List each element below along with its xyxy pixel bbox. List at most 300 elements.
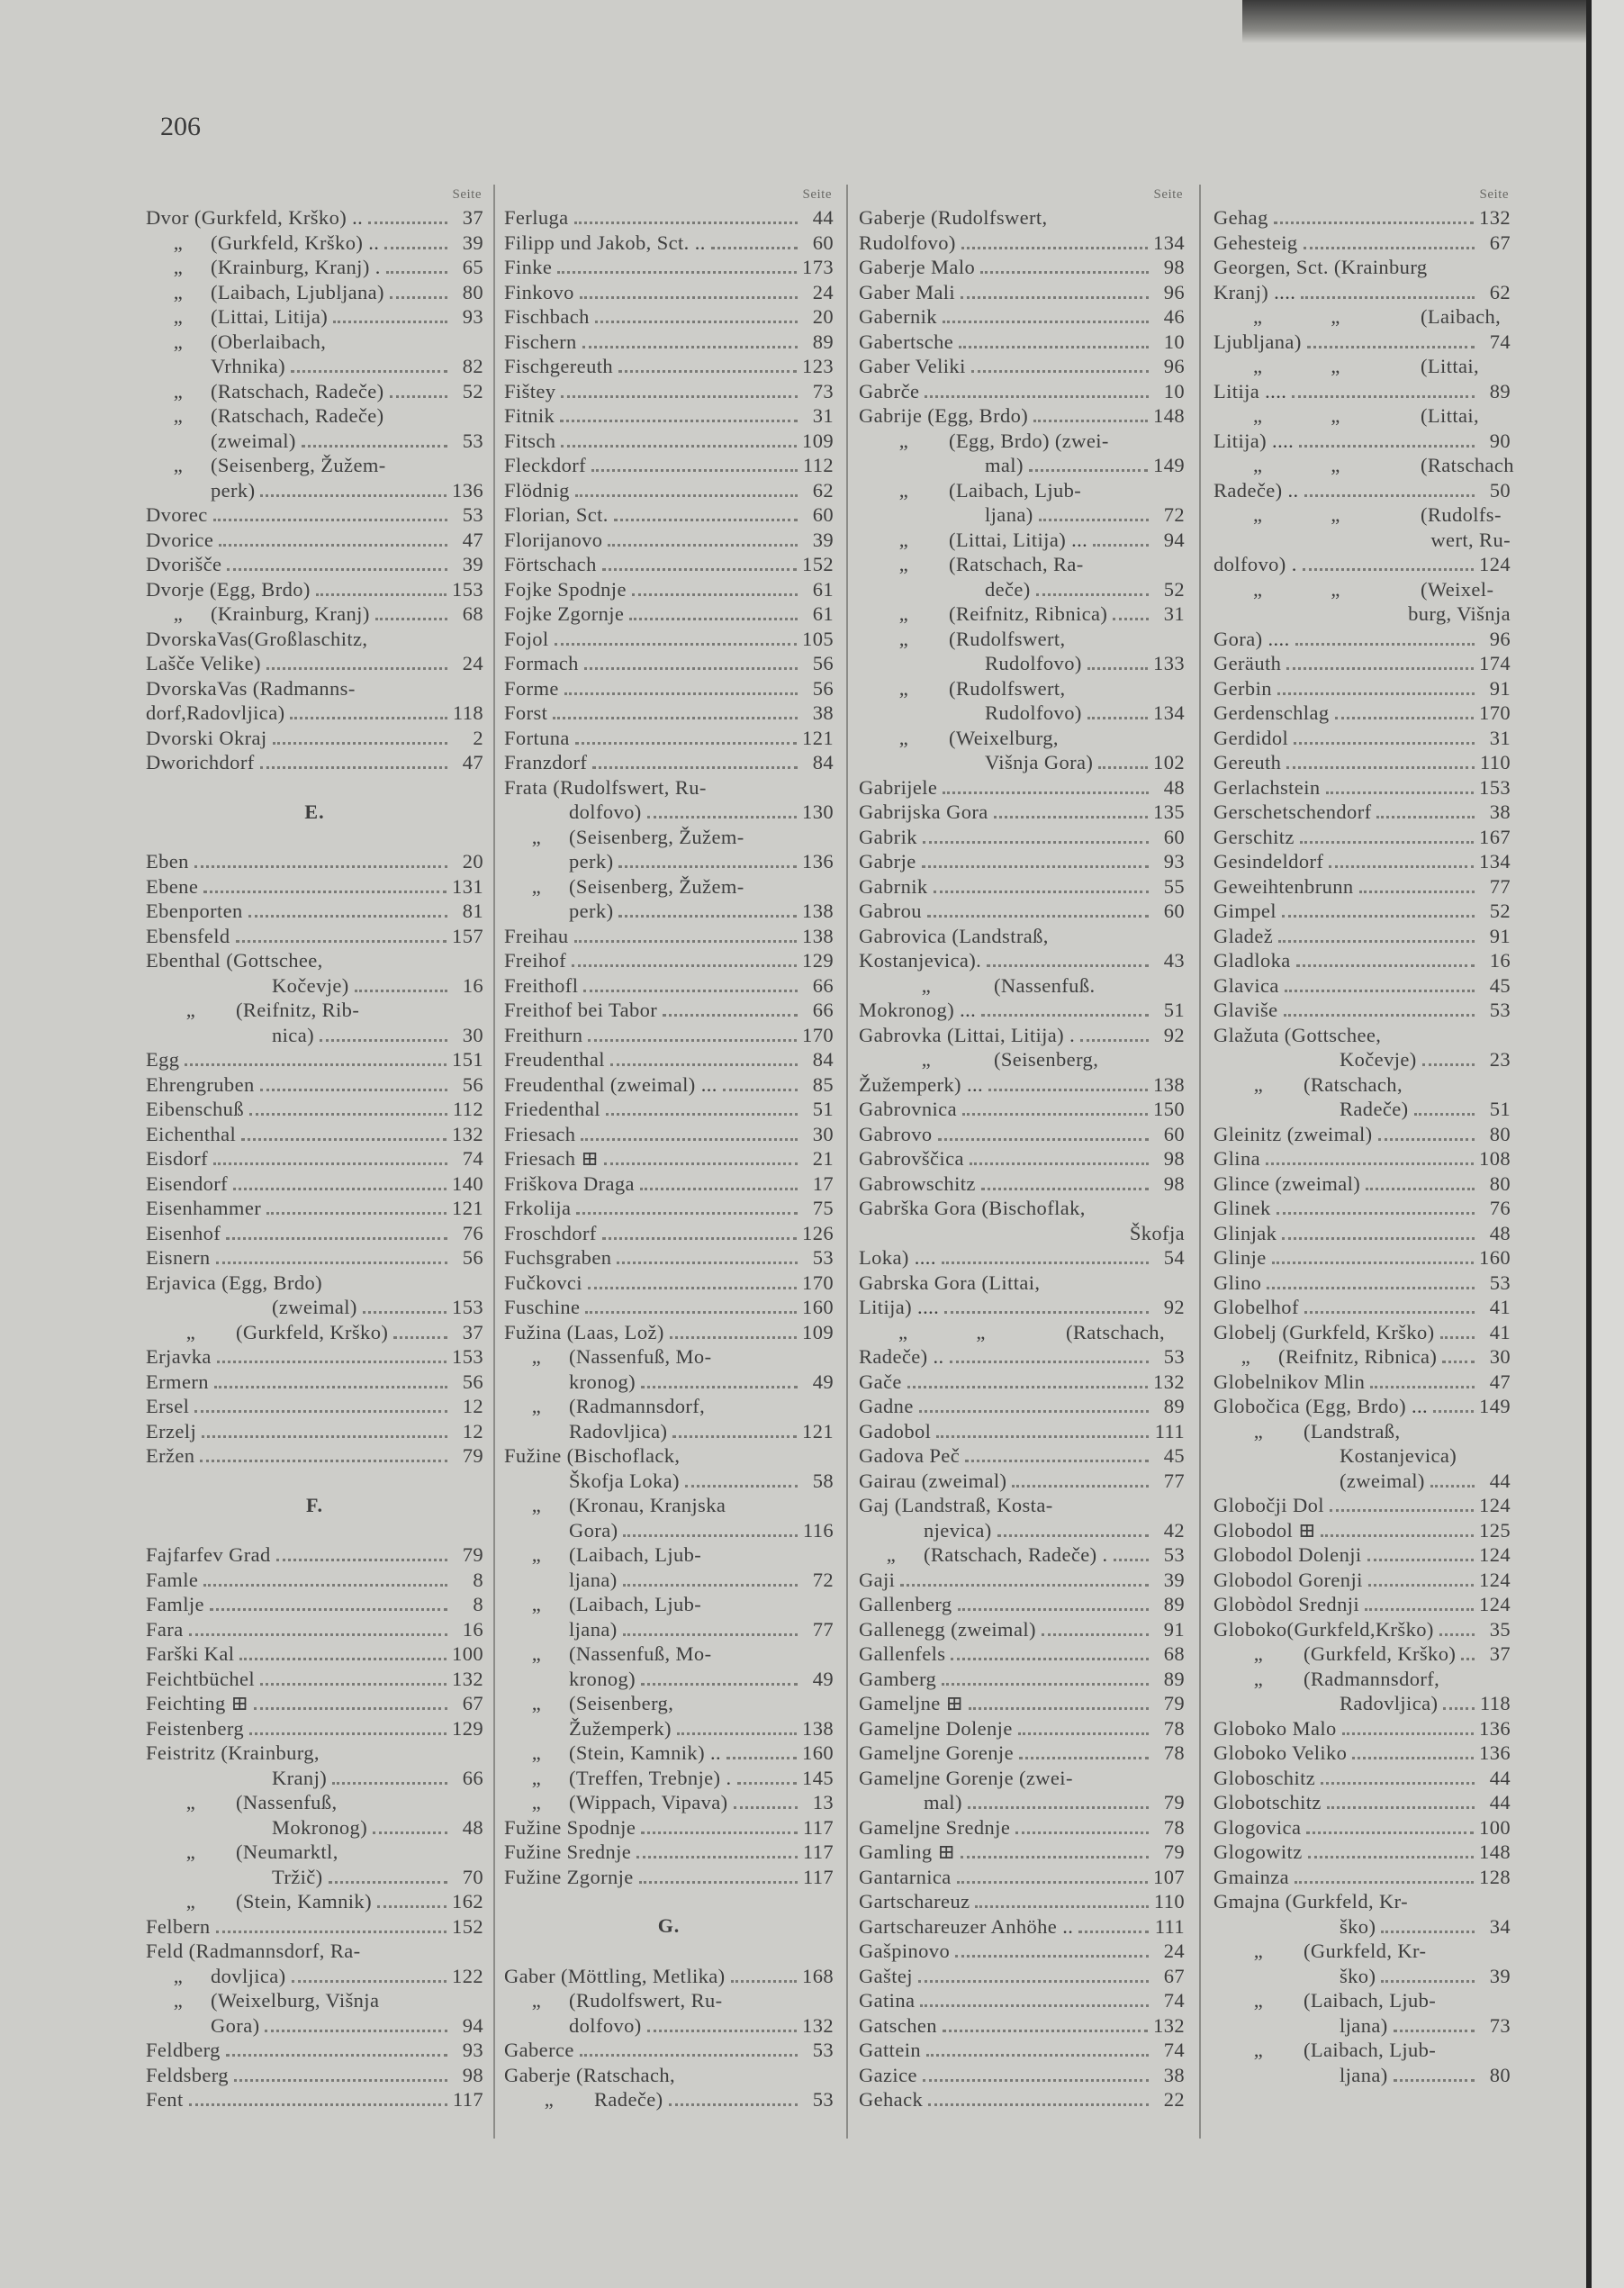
index-entry <box>146 1691 483 1716</box>
place-name: Gereuth <box>1213 751 1282 773</box>
place-name: Freudenthal (zweimal) ... <box>504 1072 717 1096</box>
place-name: Globodol Gorenji <box>1213 1568 1363 1591</box>
page-reference: 75 <box>812 1197 834 1219</box>
page-reference: 55 <box>1163 874 1185 898</box>
ditto-mark: „ <box>1253 1642 1264 1665</box>
dot-leader <box>333 321 447 323</box>
dot-leader <box>1439 1633 1475 1636</box>
place-name: Geweihtenbrunn <box>1213 874 1354 898</box>
place-name: Globoko(Gurkfeld,Krško) <box>1213 1617 1434 1641</box>
page-reference: 31 <box>812 404 834 427</box>
place-name: Forme <box>504 676 559 700</box>
dot-leader <box>377 1905 447 1908</box>
column-divider <box>493 185 495 2139</box>
place-name: Gameljne Srednje <box>859 1815 1011 1839</box>
place-name: Franzdorf <box>504 751 588 773</box>
place-name: Glince (zweimal) <box>1213 1171 1361 1195</box>
index-entry <box>859 255 1185 280</box>
page-reference: 44 <box>1489 1766 1511 1789</box>
page-reference: 30 <box>1489 1345 1511 1368</box>
place-name: Fužine (Bischoflack, <box>504 1444 681 1467</box>
page-reference: 150 <box>1153 1098 1185 1120</box>
ditto-mark: „ <box>531 1692 542 1714</box>
dot-leader <box>1039 519 1149 521</box>
index-entry <box>859 1171 1185 1197</box>
place-name: (Neumarktl, <box>236 1840 338 1863</box>
place-name: Famlje <box>146 1593 204 1615</box>
index-entry <box>146 1568 483 1593</box>
dot-leader <box>557 271 797 274</box>
place-name: Gehesteig <box>1213 231 1298 254</box>
index-entry <box>859 1568 1185 1593</box>
seite-header: Seite <box>452 187 482 202</box>
index-entry <box>859 453 1185 478</box>
place-name: (Landstraß, <box>1304 1419 1401 1442</box>
place-name: Dvorec <box>146 503 208 526</box>
dot-leader <box>1033 420 1148 422</box>
place-name: Radovljica) <box>569 1419 668 1442</box>
page-reference: 94 <box>462 2013 483 2037</box>
index-entry <box>504 1245 834 1271</box>
index-entry <box>504 255 834 280</box>
dot-leader <box>623 1584 798 1587</box>
index-entry <box>146 1741 483 1766</box>
page-reference: 21 <box>812 1147 834 1170</box>
page-reference: 74 <box>1489 330 1511 353</box>
index-entry <box>1213 1047 1511 1072</box>
page-reference: 121 <box>452 1197 483 1219</box>
column-divider <box>1199 185 1201 2139</box>
index-entry <box>504 1592 834 1617</box>
dot-leader <box>987 964 1149 967</box>
dot-leader <box>614 519 798 521</box>
dot-leader <box>583 990 798 992</box>
index-column-4 <box>1213 184 1514 2087</box>
dot-leader <box>1015 1831 1149 1834</box>
page-reference: 84 <box>812 1048 834 1071</box>
page-reference: 132 <box>452 1122 483 1145</box>
page-reference: 117 <box>802 1815 834 1839</box>
place-name: Gerschitz <box>1213 825 1295 848</box>
ditto-mark: „ <box>173 454 184 476</box>
dot-leader <box>1093 544 1149 547</box>
dot-leader <box>1370 1386 1475 1388</box>
index-entry <box>504 1344 834 1370</box>
index-entry <box>859 800 1185 825</box>
place-name: Dvor (Gurkfeld, Krško) .. <box>146 206 364 229</box>
place-name: (Ratschach, <box>1066 1320 1165 1343</box>
index-entry <box>504 1221 834 1246</box>
index-entry <box>1213 1245 1511 1271</box>
place-name: (Ratschach, <box>1304 1072 1403 1096</box>
page-reference: 132 <box>452 1667 483 1690</box>
page-reference: 30 <box>812 1122 834 1145</box>
index-entry <box>504 775 834 800</box>
place-name: burg, Višnja <box>1408 602 1511 625</box>
index-entry <box>504 552 834 577</box>
dot-leader <box>226 2054 447 2057</box>
page-reference: 38 <box>812 701 834 724</box>
ditto-mark: „ <box>898 627 909 650</box>
page-reference: 53 <box>812 1246 834 1269</box>
index-entry <box>146 205 483 231</box>
place-name: Gaber (Möttling, Metlika) <box>504 1964 726 1987</box>
place-name: Gaberje (Rudolfswert, <box>859 206 1048 229</box>
page-reference: 67 <box>462 1692 483 1714</box>
index-entry <box>504 998 834 1023</box>
page-reference: 116 <box>802 1518 834 1542</box>
page-reference: 37 <box>1489 1642 1511 1665</box>
index-entry <box>146 1122 483 1147</box>
index-entry <box>504 231 834 256</box>
page-reference: 66 <box>462 1766 483 1789</box>
index-entry <box>504 1171 834 1197</box>
dot-leader <box>260 1683 447 1686</box>
ditto-mark: „ „ <box>1253 355 1340 377</box>
index-entry <box>859 1667 1185 1692</box>
page-reference: 56 <box>812 652 834 674</box>
place-name: kronog) <box>569 1667 636 1690</box>
page-reference: 45 <box>1163 1444 1185 1467</box>
dot-leader <box>234 2079 447 2082</box>
place-name: Gartschareuz <box>859 1890 970 1913</box>
dot-leader <box>1285 990 1475 992</box>
index-entry <box>504 1047 834 1072</box>
page-reference: 149 <box>1479 1395 1511 1417</box>
index-entry <box>504 1691 834 1716</box>
page-reference: 65 <box>462 256 483 278</box>
place-name: (Rudolfs- <box>1421 503 1502 526</box>
place-name: (Ratschach, Radeče) <box>211 379 384 402</box>
ditto-mark: „ <box>544 2088 555 2111</box>
place-name: Kranj) .... <box>1213 280 1296 303</box>
page-reference: 2 <box>473 726 483 749</box>
dot-leader <box>1321 1534 1474 1537</box>
index-entry <box>146 1939 483 1964</box>
place-name: Gmajna (Gurkfeld, Kr- <box>1213 1890 1408 1913</box>
place-name: Gabrška Gora (Bischoflak, <box>859 1197 1086 1219</box>
index-entry <box>504 330 834 355</box>
page-reference: 133 <box>1153 652 1185 674</box>
place-name: (Seisenberg, Žužem- <box>569 825 744 848</box>
ditto-mark: „ <box>173 1989 184 2012</box>
index-entry <box>146 676 483 701</box>
index-entry <box>504 676 834 701</box>
index-entry <box>859 924 1185 949</box>
page-reference: 53 <box>462 429 483 452</box>
page-reference: 16 <box>462 973 483 997</box>
index-entry <box>504 973 834 999</box>
place-name: Farški Kal <box>146 1642 235 1665</box>
index-entry <box>504 354 834 379</box>
index-entry <box>146 552 483 577</box>
ditto-mark: „ „ <box>1253 577 1340 601</box>
place-name: Gleinitz (zweimal) <box>1213 1122 1373 1145</box>
dot-leader <box>944 1311 1149 1314</box>
place-name: dorf,Radovljica) <box>146 701 285 724</box>
index-entry <box>146 1667 483 1692</box>
dot-leader <box>663 1014 798 1017</box>
place-name: (Oberlaibach, <box>211 330 327 353</box>
dot-leader <box>1442 1361 1475 1363</box>
place-name: Ebensfeld <box>146 924 230 947</box>
place-name: Litija .... <box>1213 379 1287 402</box>
place-name: Gameljne Gorenje <box>859 1741 1014 1764</box>
dot-leader <box>618 370 797 373</box>
page-reference: 117 <box>452 2088 483 2111</box>
dot-leader <box>943 2030 1148 2032</box>
page-reference: 117 <box>802 1840 834 1863</box>
page-reference: 34 <box>1489 1914 1511 1938</box>
index-entry <box>859 1840 1185 1865</box>
dot-leader <box>254 1707 447 1710</box>
index-entry <box>146 849 483 874</box>
ditto-mark: „ <box>1253 2039 1264 2061</box>
place-name: Gašpinovo <box>859 1940 951 1962</box>
index-entry <box>1213 1568 1511 1593</box>
page-reference: 149 <box>1153 454 1185 476</box>
index-entry <box>1213 453 1514 478</box>
place-name: Globotschitz <box>1213 1791 1322 1813</box>
place-name: Ljubljana) <box>1213 330 1302 353</box>
ditto-mark: „ <box>531 825 542 848</box>
place-name: Gora) <box>211 2013 260 2037</box>
ditto-mark: „ <box>898 726 909 749</box>
place-name: Glogowitz <box>1213 1840 1303 1863</box>
page-reference: 60 <box>812 503 834 526</box>
place-name: Freudenthal <box>504 1048 605 1071</box>
place-name: Glogovica <box>1213 1815 1302 1839</box>
index-entry <box>859 552 1185 577</box>
index-entry <box>504 1023 834 1048</box>
dot-leader <box>363 1311 447 1314</box>
index-entry <box>1213 973 1511 999</box>
place-name: Globodol ⊞ <box>1213 1518 1316 1542</box>
index-entry <box>504 1568 834 1593</box>
dot-leader <box>332 1782 447 1785</box>
index-entry <box>1213 825 1511 850</box>
page-reference: 130 <box>802 800 834 823</box>
index-entry <box>504 726 834 751</box>
place-name: Gameljne ⊞ <box>859 1692 963 1714</box>
index-entry <box>146 701 483 726</box>
dot-leader <box>216 1931 447 1933</box>
index-entry <box>146 304 483 330</box>
place-name: Feichtbüchel <box>146 1667 256 1690</box>
ditto-mark: „ <box>898 602 909 625</box>
index-entry <box>1213 1072 1511 1098</box>
index-entry <box>504 948 834 973</box>
page-reference: 48 <box>1489 1221 1511 1244</box>
index-entry <box>504 1370 834 1395</box>
index-entry <box>146 1790 483 1815</box>
index-entry <box>1213 1542 1511 1568</box>
index-entry <box>859 577 1185 602</box>
ditto-mark: „ <box>898 528 909 551</box>
index-entry <box>146 255 483 280</box>
index-entry <box>859 1097 1185 1122</box>
dot-leader <box>1433 1410 1474 1413</box>
dot-leader <box>210 1608 447 1611</box>
index-entry <box>146 577 483 602</box>
dot-leader <box>226 1237 447 1240</box>
page-reference: 128 <box>1479 1865 1511 1888</box>
page-reference: 79 <box>462 1543 483 1566</box>
page-reference: 77 <box>812 1617 834 1641</box>
index-entry <box>859 1914 1185 1940</box>
place-name: Litija) .... <box>859 1296 940 1318</box>
place-name: ljana) <box>1340 2013 1388 2037</box>
dot-leader <box>723 1089 798 1091</box>
place-name: Gaberce <box>504 2039 574 2061</box>
page-reference: 68 <box>462 602 483 625</box>
dot-leader <box>260 494 447 497</box>
page-reference: 91 <box>1489 676 1511 700</box>
place-name: Gaj (Landstraß, Kosta- <box>859 1494 1053 1516</box>
index-entry <box>504 1295 834 1320</box>
dot-leader <box>574 222 798 224</box>
index-entry <box>146 726 483 751</box>
place-name: Friedenthal <box>504 1098 600 1120</box>
dot-leader <box>1307 346 1475 348</box>
page-reference: 153 <box>452 577 483 601</box>
ditto-mark: „ <box>173 330 184 353</box>
place-name: ško) <box>1340 1914 1376 1938</box>
place-name: Rudolfovo) <box>859 231 956 254</box>
place-name: Globodol Dolenji <box>1213 1543 1362 1566</box>
page-reference: 12 <box>462 1395 483 1417</box>
dot-leader <box>384 247 447 249</box>
index-entry <box>859 1766 1185 1791</box>
dot-leader <box>1303 568 1474 571</box>
dot-leader <box>927 915 1149 918</box>
dot-leader <box>292 1980 447 1983</box>
dot-leader <box>1414 1113 1475 1116</box>
ditto-mark: „ <box>531 1989 542 2012</box>
place-name: Mokronog) <box>272 1815 368 1839</box>
place-name: Radovljica) <box>1340 1692 1439 1714</box>
page-reference: 41 <box>1489 1296 1511 1318</box>
place-name: Feistenberg <box>146 1716 244 1740</box>
place-name: Eisnern <box>146 1246 211 1269</box>
dot-leader <box>1295 1881 1474 1884</box>
place-name: Freithof bei Tabor <box>504 999 658 1021</box>
ditto-mark: „ <box>531 1345 542 1368</box>
section-letter-heading: F. <box>306 1493 323 1516</box>
dot-leader <box>639 1881 798 1884</box>
page-reference: 129 <box>452 1716 483 1740</box>
index-entry <box>146 874 483 900</box>
page-reference: 109 <box>802 429 834 452</box>
index-entry <box>146 1370 483 1395</box>
dot-leader <box>919 1410 1149 1413</box>
index-entry <box>1213 1939 1511 1964</box>
ditto-mark: „ <box>921 1048 932 1071</box>
page-reference: 134 <box>1153 701 1185 724</box>
index-entry <box>504 1394 834 1419</box>
place-name: dovljica) <box>211 1964 286 1987</box>
page-reference: 51 <box>1163 999 1185 1021</box>
page-reference: 47 <box>462 528 483 551</box>
dot-leader <box>390 296 447 299</box>
dot-leader <box>1308 1856 1474 1858</box>
page-reference: 60 <box>1163 825 1185 848</box>
page-reference: 125 <box>1479 1518 1511 1542</box>
place-name: Fleckdorf <box>504 454 587 476</box>
place-name: Eben <box>146 850 189 873</box>
place-name: (Weixel- <box>1421 577 1494 601</box>
dot-leader <box>942 1262 1149 1264</box>
page-reference: 49 <box>812 1370 834 1393</box>
index-entry <box>1213 1964 1511 1989</box>
place-name: Dvorišče <box>146 553 222 575</box>
index-entry <box>504 874 834 900</box>
dot-leader <box>988 1089 1148 1091</box>
place-name: Globoschitz <box>1213 1766 1316 1789</box>
dot-leader <box>265 2030 447 2032</box>
place-name: ljana) <box>569 1568 618 1591</box>
place-name: Gabrik <box>859 825 917 848</box>
place-name: Ehrengruben <box>146 1072 255 1096</box>
index-entry <box>859 478 1185 503</box>
page-reference: 74 <box>462 1147 483 1170</box>
index-entry <box>1213 1840 1511 1865</box>
page-reference: 42 <box>1163 1518 1185 1542</box>
page-reference: 89 <box>1163 1395 1185 1417</box>
place-name: Kočevje) <box>1340 1048 1417 1071</box>
dot-leader <box>918 1980 1149 1983</box>
index-entry <box>1213 726 1511 751</box>
ditto-mark: „ <box>1253 1419 1264 1442</box>
dot-leader <box>934 891 1149 893</box>
ditto-mark: „ <box>898 553 909 575</box>
index-entry <box>146 478 483 503</box>
place-name: dolfovo) <box>569 800 642 823</box>
place-name: Freihau <box>504 924 569 947</box>
index-entry <box>1213 379 1511 404</box>
page-reference: 124 <box>1479 553 1511 575</box>
dot-leader <box>1304 1311 1475 1314</box>
place-name: (zweimal) <box>1340 1469 1425 1492</box>
index-entry <box>859 1518 1185 1543</box>
place-name: perk) <box>211 478 256 502</box>
place-name: Eisendorf <box>146 1171 229 1195</box>
index-entry <box>1213 1617 1511 1642</box>
index-entry <box>504 627 834 652</box>
place-name: Formach <box>504 652 579 674</box>
index-entry <box>146 2063 483 2088</box>
index-entry <box>1213 601 1511 627</box>
index-entry <box>1213 1443 1511 1469</box>
page-reference: 44 <box>1489 1469 1511 1492</box>
ditto-mark: „ <box>531 1766 542 1789</box>
index-entry <box>504 1518 834 1543</box>
page-reference: 20 <box>462 850 483 873</box>
index-entry <box>859 1592 1185 1617</box>
page-reference: 170 <box>802 1023 834 1046</box>
place-name: Gatschen <box>859 2013 937 2037</box>
dot-leader <box>641 1831 798 1834</box>
place-name: (Stein, Kamnik) .. <box>569 1741 722 1764</box>
ditto-mark: „ <box>1241 1345 1251 1368</box>
page-reference: 93 <box>462 305 483 328</box>
page-reference: 111 <box>1154 1419 1185 1442</box>
index-entry <box>1213 1667 1511 1692</box>
place-name: Eisenhammer <box>146 1197 262 1219</box>
place-name: Fortuna <box>504 726 570 749</box>
index-entry <box>859 502 1185 528</box>
ditto-mark: „ <box>531 1642 542 1665</box>
